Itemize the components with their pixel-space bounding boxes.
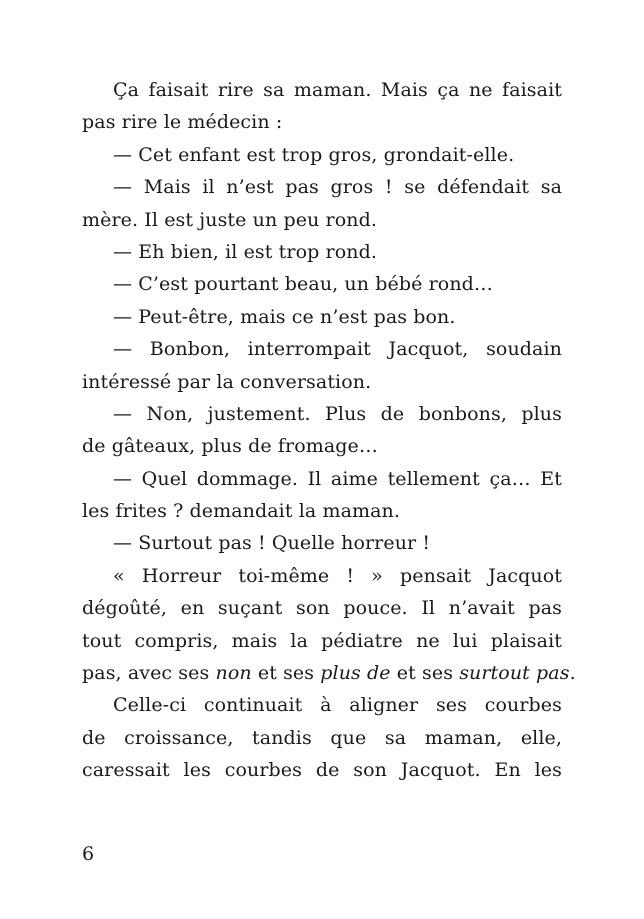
text-line: — Cet enfant est trop gros, grondait-elle. [113,143,515,166]
text-line-with-emphasis [82,657,576,689]
text-line: « Horreur toi-même ! » pensait Jacquot [113,564,562,587]
text-line: — Peut-être, mais ce n’est pas bon. [113,305,456,328]
text-line: les frites ? demandait la maman. [82,500,401,523]
text-line: — Eh bien, il est trop rond. [113,240,377,263]
emphasis-plus-de: plus de [320,662,391,685]
text-line: caressait les courbes de son Jacquot. En les [82,759,562,782]
text-line: Ça faisait rire sa maman. Mais ça ne faisait [113,79,562,101]
text-segment: et ses [251,662,321,685]
text-line: de gâteaux, plus de fromage… [82,435,378,458]
text-segment: et ses [390,662,460,685]
text-line: — C’est pourtant beau, un bébé rond… [113,273,494,296]
page-number: 6 [82,843,95,865]
text-line: — Mais il n’est pas gros ! se défendait sa [113,176,562,199]
text-line: dégoûté, en suçant son pouce. Il n’avait pas [82,597,562,620]
text-line: — Non, justement. Plus de bonbons, plus [113,402,562,425]
text-line: intéressé par la conversation. [82,370,372,393]
text-line: — Quel dommage. Il aime tellement ça… Et [113,467,562,490]
text-line: — Surtout pas ! Quelle horreur ! [113,532,431,555]
text-line: de croissance, tandis que sa maman, elle, [82,726,562,749]
text-line: Celle-ci continuait à aligner ses courbes [113,694,562,717]
emphasis-non: non [215,662,252,685]
text-line: pas rire le médecin : [82,111,283,134]
text-line: tout compris, mais la pédiatre ne lui plaisait [82,629,562,652]
text-segment: pas, avec ses [82,662,216,685]
text-line: mère. Il est juste un peu rond. [82,208,378,231]
text-line: — Bonbon, interrompait Jacquot, soudain [113,338,562,361]
emphasis-surtout-pas: surtout pas [459,662,570,685]
text-segment: . [569,662,576,685]
book-page-text [82,74,576,787]
